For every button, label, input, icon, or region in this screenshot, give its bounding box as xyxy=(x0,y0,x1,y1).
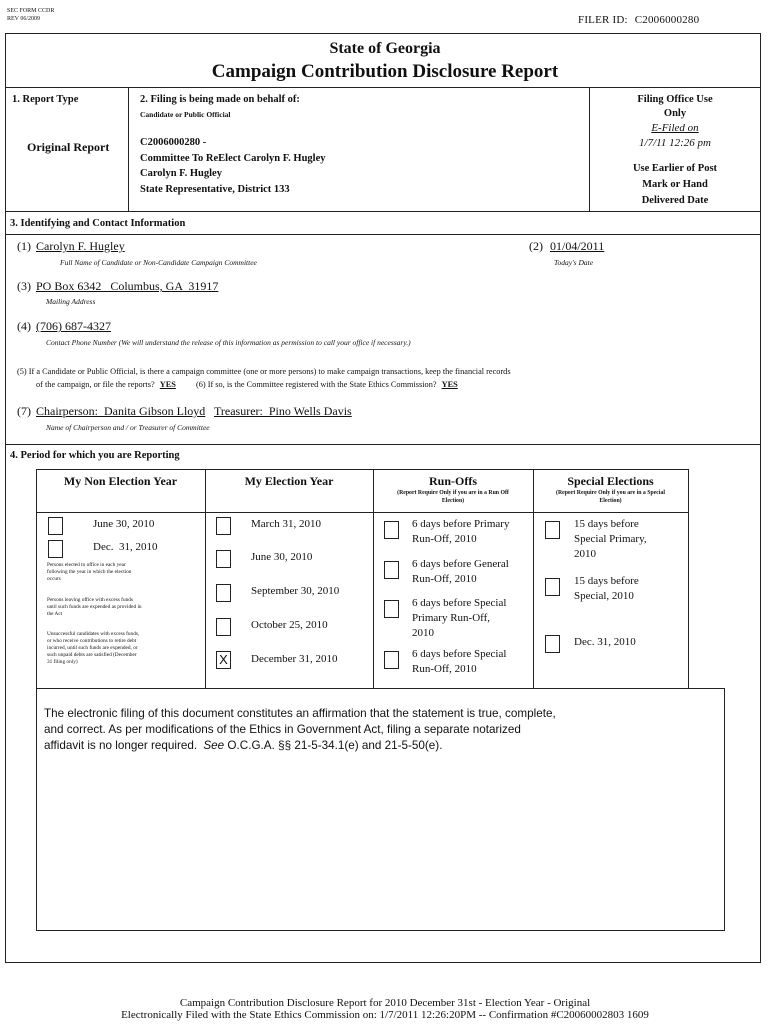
candidate-full-name: Carolyn F. Hugley xyxy=(36,239,125,253)
office-use-only: Only xyxy=(663,108,687,119)
name-caption: Full Name of Candidate or Non-Candidate Campaign Committee xyxy=(60,258,257,267)
option-election-march: March 31, 2010 xyxy=(251,518,321,530)
checkbox-special-primary[interactable] xyxy=(545,521,560,539)
option-line: 15 days before xyxy=(574,518,639,530)
option-line: 6 days before Primary xyxy=(412,518,510,530)
option-runoff-general xyxy=(412,557,509,587)
contact-phone: (706) 687-4327 xyxy=(36,319,111,333)
divider xyxy=(36,512,688,513)
col-special-title: Special Elections xyxy=(567,474,654,488)
divider xyxy=(5,211,761,212)
checkbox-special-election[interactable] xyxy=(545,578,560,596)
note-line: or who receive contributions to retire debt xyxy=(47,638,137,644)
mailing-address: PO Box 6342 Columbus, GA 31917 xyxy=(36,279,219,293)
note-line: occurs xyxy=(47,576,61,582)
divider xyxy=(5,87,761,88)
checkbox-election-september[interactable] xyxy=(216,584,231,602)
checkbox-election-december[interactable]: X xyxy=(216,651,231,669)
divider xyxy=(128,87,129,211)
checkbox-election-june[interactable] xyxy=(216,550,231,568)
affirmation-line-3 xyxy=(44,738,714,754)
note-unsuccessful xyxy=(47,631,139,666)
option-nonelection-dec: Dec. 31, 2010 xyxy=(93,541,158,553)
checkbox-nonelection-dec[interactable] xyxy=(48,540,63,558)
note-line: Unsuccessful candidates with excess funds, xyxy=(47,631,140,637)
affirmation-line-3a: affidavit is no longer required. xyxy=(44,739,198,752)
filer-id-value: C2006000280 xyxy=(634,14,700,26)
footer-line-1: Campaign Contribution Disclosure Report for 2010 December 31st - Election Year - Original xyxy=(179,997,591,1009)
office-sought: State Representative, District 133 xyxy=(140,183,290,195)
item-4-num: (4) xyxy=(17,319,31,333)
affirmation-see: See xyxy=(203,739,225,752)
item-3-num: (3) xyxy=(17,279,31,293)
option-election-december: December 31, 2010 xyxy=(251,653,338,665)
option-line: 6 days before General xyxy=(412,558,509,570)
col-special-header xyxy=(533,474,688,505)
form-revision: REV 06/2009 xyxy=(7,16,41,22)
col-special-sub-1: (Report Require Only if you are in a Special xyxy=(556,490,665,496)
option-line: 15 days before xyxy=(574,575,639,587)
note-line: until such funds are expended as provided in xyxy=(47,604,142,610)
note-line: 31 filing only) xyxy=(47,659,78,665)
filer-id xyxy=(578,14,699,26)
col-election-title: My Election Year xyxy=(244,474,334,488)
section-3-label: 3. Identifying and Contact Information xyxy=(10,218,186,229)
todays-date: 01/04/2011 xyxy=(550,239,605,253)
option-line: 2010 xyxy=(574,548,596,560)
affirmation-text xyxy=(44,706,714,754)
divider xyxy=(36,469,37,688)
divider xyxy=(5,234,761,235)
item-1-num: (1) xyxy=(17,239,31,253)
item-5-line-2 xyxy=(36,380,458,389)
option-line: 2010 xyxy=(412,627,434,639)
item-2-num: (2) xyxy=(529,239,543,253)
office-use-block xyxy=(589,93,761,209)
option-line: 6 days before Special xyxy=(412,597,507,609)
item-6-answer: YES xyxy=(441,380,458,389)
committee-name: Committee To ReElect Carolyn F. Hugley xyxy=(140,152,326,164)
filer-id-line: C2006000280 - xyxy=(140,137,207,148)
filer-block xyxy=(140,135,325,197)
col-nonelection-title: My Non Election Year xyxy=(63,474,178,488)
note-line: Persons leaving office with excess funds xyxy=(47,597,133,603)
efiled-label: E-Filed on xyxy=(651,122,699,134)
option-special-primary xyxy=(574,517,647,562)
note-elected xyxy=(47,562,131,583)
option-election-october: October 25, 2010 xyxy=(251,619,328,631)
option-line: Special Primary, xyxy=(574,533,647,545)
footer xyxy=(0,997,770,1021)
checkbox-nonelection-june[interactable] xyxy=(48,517,63,535)
note-line: Persons elected to office in each year xyxy=(47,562,126,568)
divider xyxy=(5,444,761,445)
office-note-3: Delivered Date xyxy=(641,195,709,206)
office-note-2: Mark or Hand xyxy=(642,179,708,190)
note-line: such unpaid debts are satisfied (December xyxy=(47,652,137,658)
office-note-1: Use Earlier of Post xyxy=(632,163,718,174)
filing-behalf-sublabel: Candidate or Public Official xyxy=(140,110,231,119)
item-6-question: (6) If so, is the Committee registered with the State Ethics Commission? xyxy=(195,380,437,389)
filer-id-label: FILER ID: xyxy=(578,14,628,26)
efiled-datetime: 1/7/11 12:26 pm xyxy=(639,137,711,149)
report-type-value: Original Report xyxy=(27,140,110,154)
item-7-num: (7) xyxy=(17,404,31,418)
checkbox-runoff-general[interactable] xyxy=(384,561,399,579)
item-5-question: of the campaign, or file the reports? xyxy=(36,380,155,389)
option-line: Special, 2010 xyxy=(574,590,634,602)
option-line: Primary Run-Off, xyxy=(412,612,491,624)
treasurer: Treasurer: Pino Wells Davis xyxy=(214,404,352,418)
date-caption: Today's Date xyxy=(554,258,594,267)
form-name: SEC FORM CCDR xyxy=(7,8,55,14)
checkbox-election-march[interactable] xyxy=(216,517,231,535)
note-line: the Act xyxy=(47,611,63,617)
option-line: Run-Off, 2010 xyxy=(412,573,477,585)
option-runoff-special xyxy=(412,647,506,677)
candidate-name: Carolyn F. Hugley xyxy=(140,168,222,179)
section-4-label: 4. Period for which you are Reporting xyxy=(10,450,180,461)
col-runoffs-sub-1: (Report Require Only if you are in a Run Off xyxy=(397,490,509,496)
col-runoffs-header xyxy=(373,474,533,505)
office-use-title: Filing Office Use xyxy=(637,94,713,105)
option-election-june: June 30, 2010 xyxy=(251,551,313,563)
filing-behalf-label: 2. Filing is being made on behalf of: xyxy=(140,94,300,105)
footer-line-2: Electronically Filed with the State Ethics Commission on: 1/7/2011 12:26:20PM -- Confirmation #C20060002803 1609 xyxy=(121,1009,649,1021)
col-runoffs-sub-2: Election) xyxy=(441,498,465,504)
item-5-answer: YES xyxy=(159,380,176,389)
option-line: Run-Off, 2010 xyxy=(412,533,477,545)
affirmation-line-2: and correct. As per modifications of the Ethics in Government Act, filing a separate notarized xyxy=(44,723,521,736)
checkbox-special-dec[interactable] xyxy=(545,635,560,653)
checkbox-runoff-special[interactable] xyxy=(384,651,399,669)
chairperson: Chairperson: Danita Gibson Lloyd xyxy=(36,404,206,418)
checkbox-election-october[interactable] xyxy=(216,618,231,636)
note-line: incurred, until such funds are expended, or xyxy=(47,645,138,651)
option-line: 6 days before Special xyxy=(412,648,507,660)
option-runoff-primary xyxy=(412,517,509,547)
affirmation-citation: O.C.G.A. §§ 21-5-34.1(e) and 21-5-50(e). xyxy=(227,739,443,752)
col-special-sub-2: Election) xyxy=(599,498,622,504)
divider xyxy=(688,469,689,688)
phone-caption: Contact Phone Number (We will understand the release of this information as permission to call your office if necessary.) xyxy=(46,338,411,347)
checkbox-runoff-special-primary[interactable] xyxy=(384,600,399,618)
note-leaving xyxy=(47,597,142,618)
col-runoffs-title: Run-Offs xyxy=(428,474,477,488)
option-nonelection-june: June 30, 2010 xyxy=(93,518,155,530)
divider xyxy=(36,469,688,470)
option-line: Run-Off, 2010 xyxy=(412,663,477,675)
address-caption: Mailing Address xyxy=(46,297,96,306)
affirmation-line-1: The electronic filing of this document constitutes an affirmation that the statement is true, complete, xyxy=(44,707,556,720)
option-special-dec: Dec. 31, 2010 xyxy=(574,636,636,648)
option-election-september: September 30, 2010 xyxy=(251,585,340,597)
checkbox-runoff-primary[interactable] xyxy=(384,521,399,539)
state-title: State of Georgia xyxy=(329,40,441,57)
note-line: following the year in which the election xyxy=(47,569,132,575)
report-title: Campaign Contribution Disclosure Report xyxy=(211,61,559,82)
divider xyxy=(205,469,206,688)
report-type-label: 1. Report Type xyxy=(12,94,79,105)
item-5-line-1: (5) If a Candidate or Public Official, is there a campaign committee (one or more persons) to make campaign transactions, keep the financial records xyxy=(17,367,511,376)
option-special-election xyxy=(574,574,639,604)
option-runoff-special-primary xyxy=(412,596,506,641)
item-7-caption: Name of Chairperson and / or Treasurer of Committee xyxy=(46,423,210,432)
